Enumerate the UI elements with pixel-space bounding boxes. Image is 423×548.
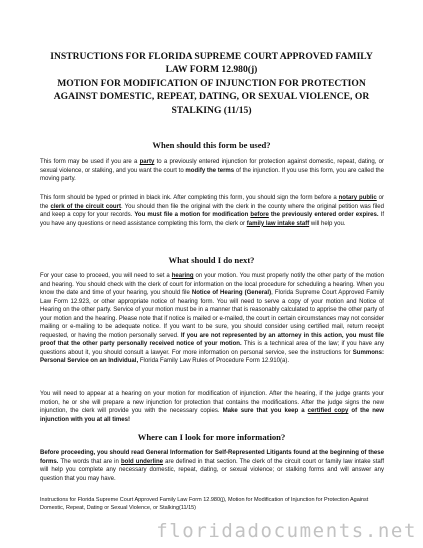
paragraph — [40, 272, 384, 366]
text-run: If you have any questions or need assistance completing this form, the clerk or — [40, 212, 385, 227]
bold-text: modify the terms — [185, 167, 235, 174]
footer-text: Instructions for Florida Supreme Court Approved Family Law Form 12.980(j), Motion for Modification of Injunction for Protection Against Domestic, Repeat, Dating or Sexual Violence, or Stalking(11/15) — [40, 497, 369, 511]
text-run: or the — [40, 195, 385, 210]
title-line: MOTION FOR MODIFICATION OF INJUNCTION FOR PROTECTION — [57, 77, 366, 89]
bold-text: Summons: Personal Service on an Individual, — [40, 349, 384, 365]
text-run: You will need to appear at a hearing on your motion for modification of injunction. After the hearing, if the judge grants your motion, he or she will prepare a new injunction for protection that contains the modifications. After the judge signs the new injunction, the clerk will provide you with the necessary copies. — [40, 391, 384, 415]
section-heading: Where can I look for more information? — [137, 432, 286, 442]
title-line: AGAINST DOMESTIC, REPEAT, DATING, OR SEXUAL VIOLENCE, OR — [53, 91, 370, 103]
bold-text: Before proceeding, you should read General Information for Self-Represented Litigants found at the beginning of these forms. — [40, 450, 384, 465]
defined-term: before — [250, 212, 269, 219]
paragraph — [40, 449, 384, 483]
title-line: STALKING (11/15) — [171, 104, 252, 116]
bold-text: the previously entered order expires. — [268, 212, 379, 219]
defined-term: bold underline — [120, 458, 164, 465]
text-run: will help you. — [309, 220, 346, 227]
text-run: This form should be typed or printed in black ink. After completing this form, you should sign the form before a — [40, 195, 339, 201]
text-run: For your case to proceed, you will need to set a — [40, 273, 172, 279]
text-run: The words that are in — [58, 458, 121, 465]
text-run: of the injunction. If you use this form, you are called the moving party. — [40, 167, 384, 183]
text-run: This form may be used if you are a — [40, 159, 140, 165]
defined-term: clerk of the circuit court — [50, 203, 121, 210]
text-run: This is a technical area of the law; if you have any questions about it, you should consult a lawyer. For more information on personal service, see the instructions for — [40, 341, 384, 356]
title-line: LAW FORM 12.980(j) — [165, 64, 258, 76]
bold-text: You must file a motion for modification — [134, 212, 251, 219]
paragraph — [40, 194, 384, 228]
watermark: floridadocuments.net — [156, 520, 417, 542]
defined-term: family law intake staff — [246, 220, 310, 227]
paragraph — [40, 390, 384, 424]
text-run: to a previously entered injunction for protection against domestic, repeat, dating, or sexual violence, or stalking, and you want the court to — [40, 159, 384, 174]
defined-term: hearing — [171, 273, 194, 279]
section-heading: When should this form be used? — [152, 140, 271, 150]
text-run: on your motion. You must properly notify the other party of the motion and hearing. You should check with the clerk of court for information on the local procedure for scheduling a hearing. When you know the date and time of your hearing, you should file — [40, 273, 385, 297]
document-title — [40, 50, 383, 117]
text-run: . You should then file the original with the clerk in the county where the original petition was filed and keep a copy for your records. — [40, 203, 384, 219]
defined-term: certified copy — [307, 408, 349, 415]
text-run: are defined in that section. The clerk of the circuit court or family law intake staff will help you complete any necessary domestic, repeat, dating, or sexual violence; or stalking forms and will answer any question that you may have. — [40, 458, 384, 482]
paragraph — [40, 158, 384, 184]
text-run: , Florida Supreme Court Approved Family Law Form 12.923, or other appropriate notice of hearing form. You will need to serve a copy of your motion and Notice of Hearing on the other party. Service of your motion must be in a manner that is reasonably calculated to apprise the other party of your motion and the hearing. Please note that if notice is mailed or e-mailed, the court in certain circumstances may not consider mailing or e-mailing to be adequate notice. If you want to be sure, you should consider using certified mail, return receipt requested, or having the motion personally served. — [40, 290, 384, 339]
bold-text: Make sure that you keep a — [222, 408, 308, 415]
defined-term: notary public — [338, 195, 377, 201]
section-heading: What should I do next? — [168, 255, 255, 265]
bold-text: of the new injunction with you at all times! — [40, 408, 384, 423]
defined-term: party — [139, 159, 155, 165]
title-line: INSTRUCTIONS FOR FLORIDA SUPREME COURT APPROVED FAMILY — [50, 51, 373, 62]
bold-text: If you are not represented by an attorney in this action, you must file proof that the other party personally received notice of your motion. — [40, 332, 384, 348]
bold-text: Notice of Hearing (General) — [191, 290, 272, 297]
text-run: Florida Family Law Rules of Procedure Form 12.910(a). — [138, 358, 290, 365]
